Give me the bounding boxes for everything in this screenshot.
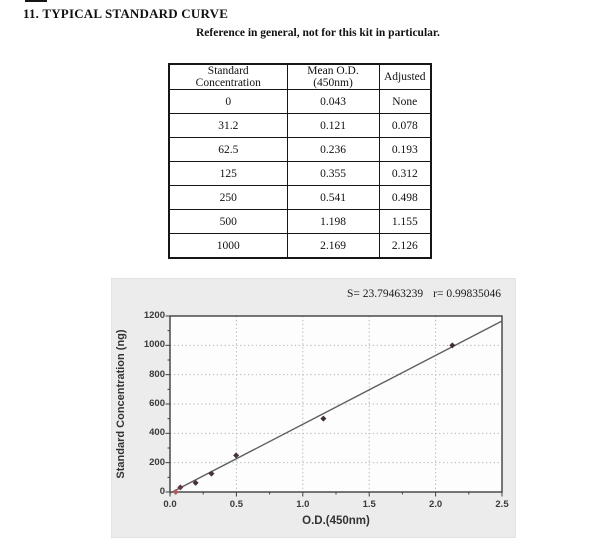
column-header: Mean O.D.(450nm) [287,64,379,90]
table-cell: 0.121 [287,114,379,138]
standard-table-body [169,90,431,259]
standard-curve-table [168,63,432,259]
table-cell: 62.5 [169,138,287,162]
table-cell: 0.541 [287,186,379,210]
table-row [169,210,431,234]
section-title: 11. TYPICAL STANDARD CURVE [23,6,229,21]
standard-curve-chart [112,279,515,537]
table-row [169,186,431,210]
table-row [169,234,431,259]
table-row [169,162,431,186]
table-cell: 125 [169,162,287,186]
plot-background [170,316,502,492]
table-cell: 0.193 [379,138,431,162]
x-tick-label: 1.0 [296,499,310,510]
y-tick-label: 800 [149,368,165,380]
table-cell: 1000 [169,234,287,259]
correlation-value: r= 0.99835046 [433,288,501,300]
y-tick-label: 0 [159,486,165,497]
y-tick-label: 200 [149,456,165,468]
table-cell: 31.2 [169,114,287,138]
x-tick-label: 0.5 [229,499,243,510]
table-cell: 2.169 [287,234,379,259]
y-tick-label: 1000 [143,339,165,351]
x-tick-label: 1.5 [362,499,376,510]
table-row [169,90,431,114]
table-row [169,138,431,162]
table-cell: None [379,90,431,114]
table-cell: 1.198 [287,210,379,234]
reference-note: Reference in general, not for this kit in particular. [196,27,440,39]
table-cell: 0.078 [379,114,431,138]
table-cell: 2.126 [379,234,431,259]
y-axis-title: Standard Concentration (ng) [115,329,127,479]
x-tick-label: 2.0 [428,499,443,510]
y-tick-label: 400 [149,427,165,439]
table-cell: 0.043 [287,90,379,114]
table-cell: 500 [169,210,287,234]
x-tick-label: 2.5 [495,499,509,510]
table-header-row [169,64,431,90]
table-cell: 0.236 [287,138,379,162]
scan-artifact [25,0,47,2]
x-tick-label: 0.0 [163,499,177,510]
slope-value: S= 23.79463239 [347,288,424,300]
table-cell: 1.155 [379,210,431,234]
y-tick-label: 600 [149,398,165,409]
table-cell: 250 [169,186,287,210]
table-row [169,114,431,138]
table-cell: 0.355 [287,162,379,186]
x-axis-title: O.D.(450nm) [302,515,370,527]
y-tick-label: 1200 [143,310,165,321]
column-header: Adjusted [379,64,431,90]
table-cell: 0.312 [379,162,431,186]
column-header: Standard Concentration [169,64,287,90]
table-cell: 0.498 [379,186,431,210]
table-cell: 0 [169,90,287,114]
